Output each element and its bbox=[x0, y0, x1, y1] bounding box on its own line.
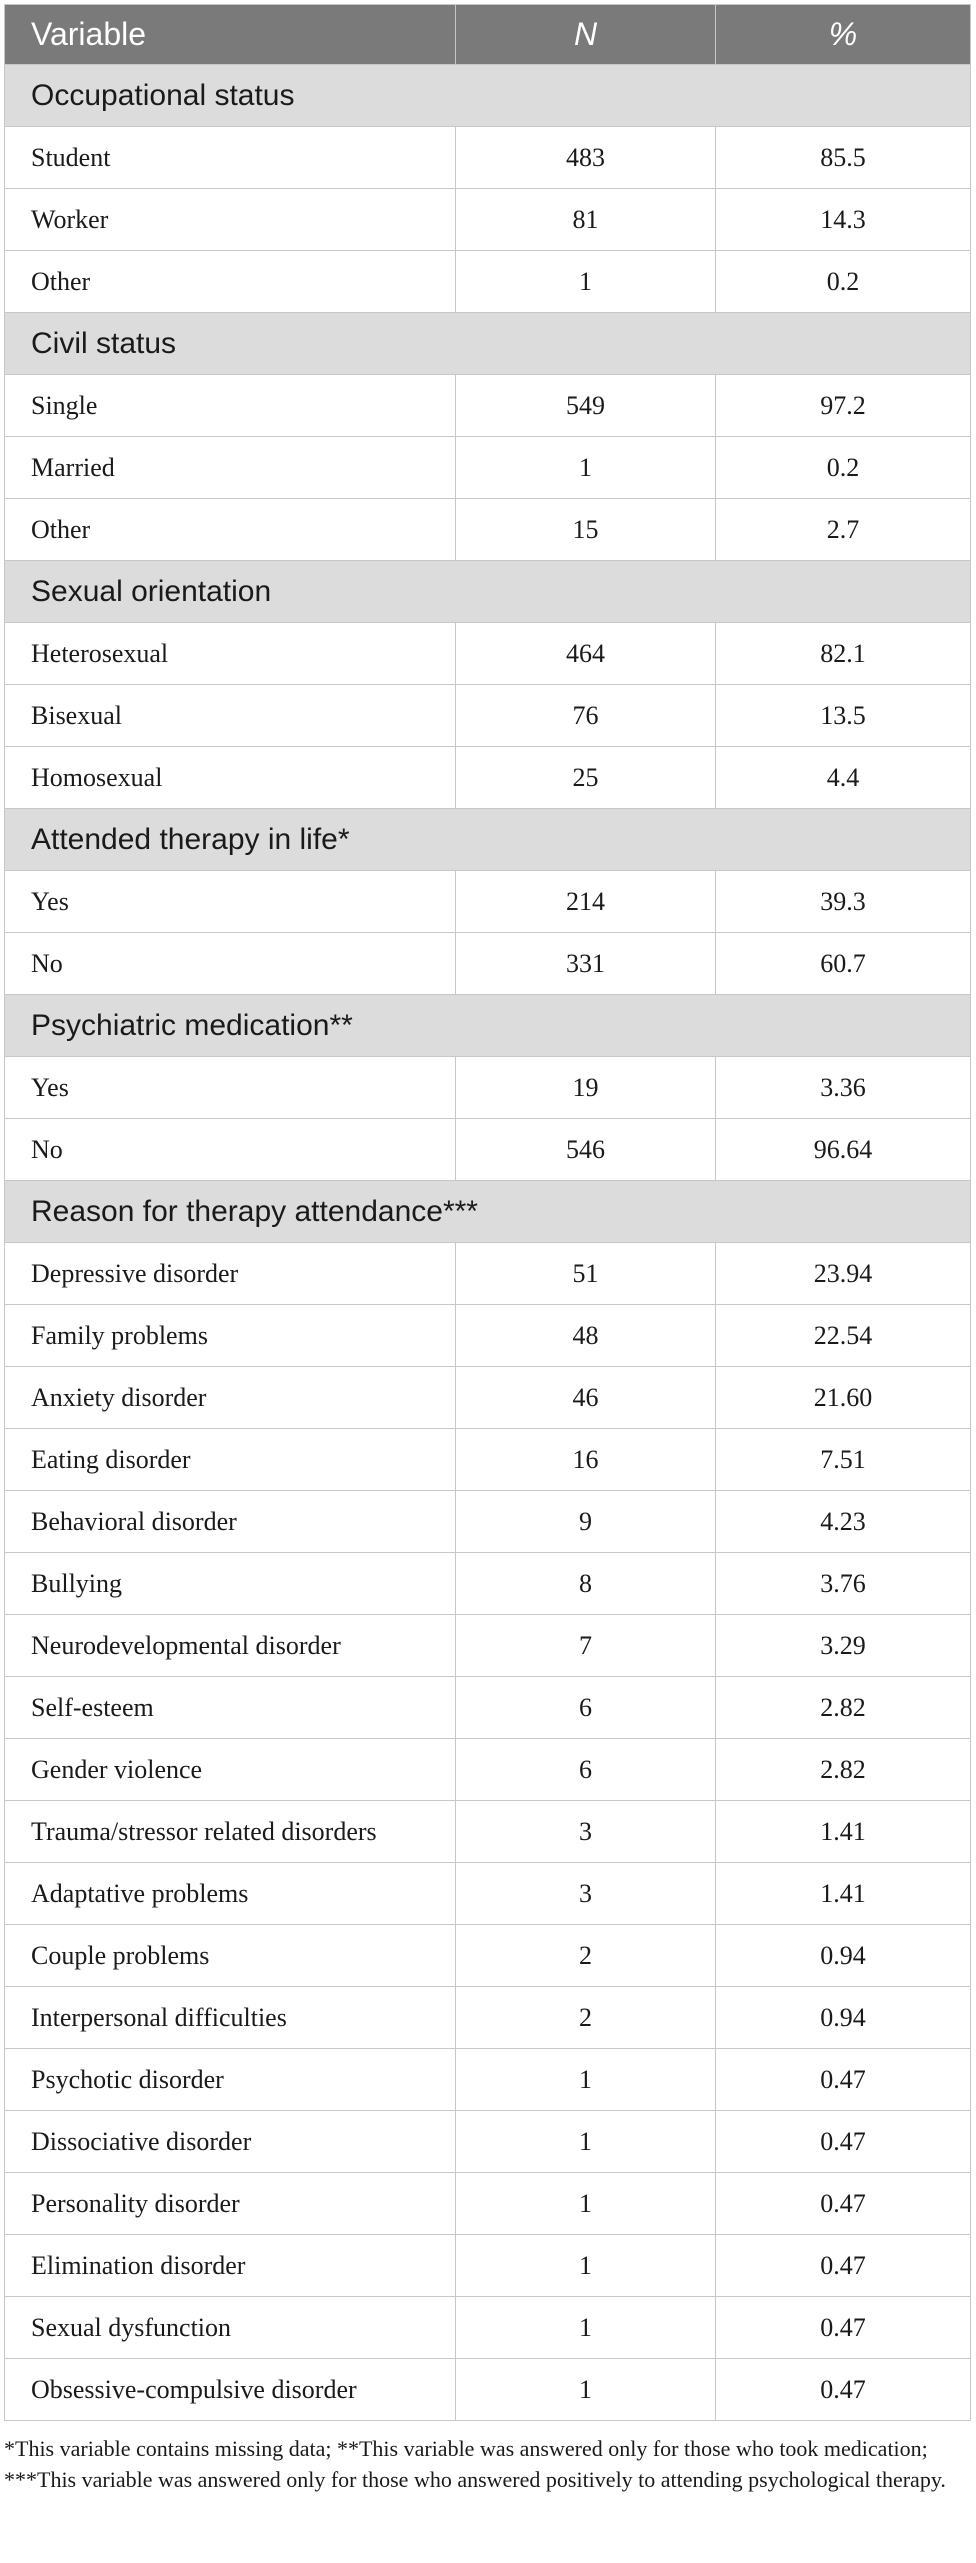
table-row bbox=[5, 1491, 971, 1553]
cell-percent: 3.36 bbox=[716, 1057, 971, 1119]
cell-variable: Eating disorder bbox=[5, 1429, 456, 1491]
cell-percent: 0.47 bbox=[716, 2111, 971, 2173]
cell-n: 8 bbox=[456, 1553, 716, 1615]
cell-variable: Elimination disorder bbox=[5, 2235, 456, 2297]
table-row bbox=[5, 2235, 971, 2297]
cell-percent: 0.47 bbox=[716, 2235, 971, 2297]
table-row bbox=[5, 1243, 971, 1305]
cell-variable: Heterosexual bbox=[5, 623, 456, 685]
cell-percent: 22.54 bbox=[716, 1305, 971, 1367]
cell-n: 48 bbox=[456, 1305, 716, 1367]
table-row bbox=[5, 375, 971, 437]
cell-variable: Yes bbox=[5, 1057, 456, 1119]
cell-percent: 23.94 bbox=[716, 1243, 971, 1305]
cell-variable: Other bbox=[5, 251, 456, 313]
table-row bbox=[5, 499, 971, 561]
table-row bbox=[5, 1801, 971, 1863]
header-variable: Variable bbox=[5, 5, 456, 65]
table-row bbox=[5, 2173, 971, 2235]
cell-variable: Gender violence bbox=[5, 1739, 456, 1801]
table-row bbox=[5, 127, 971, 189]
table-row bbox=[5, 2111, 971, 2173]
section-header-row bbox=[5, 313, 971, 375]
cell-n: 15 bbox=[456, 499, 716, 561]
cell-n: 7 bbox=[456, 1615, 716, 1677]
table-row bbox=[5, 1119, 971, 1181]
table-row bbox=[5, 2359, 971, 2421]
table-row bbox=[5, 933, 971, 995]
cell-n: 19 bbox=[456, 1057, 716, 1119]
table-row bbox=[5, 1739, 971, 1801]
cell-percent: 96.64 bbox=[716, 1119, 971, 1181]
cell-n: 546 bbox=[456, 1119, 716, 1181]
cell-percent: 21.60 bbox=[716, 1367, 971, 1429]
table-row bbox=[5, 1553, 971, 1615]
table-row bbox=[5, 437, 971, 499]
cell-variable: Self-esteem bbox=[5, 1677, 456, 1739]
cell-n: 464 bbox=[456, 623, 716, 685]
cell-variable: Student bbox=[5, 127, 456, 189]
section-title: Sexual orientation bbox=[5, 561, 971, 623]
cell-variable: No bbox=[5, 1119, 456, 1181]
cell-percent: 0.47 bbox=[716, 2049, 971, 2111]
cell-n: 2 bbox=[456, 1925, 716, 1987]
table-row bbox=[5, 1987, 971, 2049]
section-header-row bbox=[5, 65, 971, 127]
section-title: Attended therapy in life* bbox=[5, 809, 971, 871]
section-header-row bbox=[5, 995, 971, 1057]
cell-variable: Sexual dysfunction bbox=[5, 2297, 456, 2359]
cell-percent: 0.2 bbox=[716, 437, 971, 499]
table-container bbox=[4, 4, 970, 2495]
cell-variable: Other bbox=[5, 499, 456, 561]
cell-variable: Interpersonal difficulties bbox=[5, 1987, 456, 2049]
cell-percent: 7.51 bbox=[716, 1429, 971, 1491]
cell-variable: Bisexual bbox=[5, 685, 456, 747]
table-row bbox=[5, 1615, 971, 1677]
cell-percent: 3.76 bbox=[716, 1553, 971, 1615]
cell-variable: Yes bbox=[5, 871, 456, 933]
cell-variable: Depressive disorder bbox=[5, 1243, 456, 1305]
table-row bbox=[5, 1305, 971, 1367]
cell-n: 3 bbox=[456, 1863, 716, 1925]
cell-percent: 0.94 bbox=[716, 1987, 971, 2049]
table-row bbox=[5, 1429, 971, 1491]
table-row bbox=[5, 1677, 971, 1739]
cell-n: 46 bbox=[456, 1367, 716, 1429]
cell-percent: 3.29 bbox=[716, 1615, 971, 1677]
cell-percent: 85.5 bbox=[716, 127, 971, 189]
header-percent: % bbox=[716, 5, 971, 65]
table-row bbox=[5, 685, 971, 747]
table-row bbox=[5, 1367, 971, 1429]
cell-variable: Neurodevelopmental disorder bbox=[5, 1615, 456, 1677]
cell-percent: 39.3 bbox=[716, 871, 971, 933]
table-row bbox=[5, 747, 971, 809]
cell-n: 6 bbox=[456, 1677, 716, 1739]
cell-n: 1 bbox=[456, 251, 716, 313]
cell-percent: 97.2 bbox=[716, 375, 971, 437]
cell-variable: Anxiety disorder bbox=[5, 1367, 456, 1429]
cell-variable: Married bbox=[5, 437, 456, 499]
demographics-table bbox=[4, 4, 971, 2421]
cell-n: 6 bbox=[456, 1739, 716, 1801]
table-row bbox=[5, 251, 971, 313]
cell-n: 1 bbox=[456, 2297, 716, 2359]
cell-n: 1 bbox=[456, 2049, 716, 2111]
table-row bbox=[5, 1863, 971, 1925]
cell-percent: 0.47 bbox=[716, 2359, 971, 2421]
cell-percent: 2.82 bbox=[716, 1739, 971, 1801]
cell-n: 331 bbox=[456, 933, 716, 995]
cell-variable: Obsessive-compulsive disorder bbox=[5, 2359, 456, 2421]
cell-variable: Psychotic disorder bbox=[5, 2049, 456, 2111]
cell-n: 1 bbox=[456, 437, 716, 499]
cell-percent: 1.41 bbox=[716, 1801, 971, 1863]
section-header-row bbox=[5, 809, 971, 871]
cell-variable: Behavioral disorder bbox=[5, 1491, 456, 1553]
cell-percent: 1.41 bbox=[716, 1863, 971, 1925]
cell-variable: Personality disorder bbox=[5, 2173, 456, 2235]
section-header-row bbox=[5, 561, 971, 623]
cell-n: 214 bbox=[456, 871, 716, 933]
cell-variable: No bbox=[5, 933, 456, 995]
cell-n: 549 bbox=[456, 375, 716, 437]
cell-n: 2 bbox=[456, 1987, 716, 2049]
cell-n: 1 bbox=[456, 2359, 716, 2421]
cell-percent: 60.7 bbox=[716, 933, 971, 995]
section-title: Reason for therapy attendance*** bbox=[5, 1181, 971, 1243]
cell-percent: 82.1 bbox=[716, 623, 971, 685]
table-row bbox=[5, 2297, 971, 2359]
cell-n: 25 bbox=[456, 747, 716, 809]
cell-n: 9 bbox=[456, 1491, 716, 1553]
cell-percent: 13.5 bbox=[716, 685, 971, 747]
table-row bbox=[5, 189, 971, 251]
cell-n: 16 bbox=[456, 1429, 716, 1491]
cell-variable: Dissociative disorder bbox=[5, 2111, 456, 2173]
table-row bbox=[5, 623, 971, 685]
cell-n: 1 bbox=[456, 2173, 716, 2235]
cell-percent: 0.47 bbox=[716, 2297, 971, 2359]
cell-variable: Homosexual bbox=[5, 747, 456, 809]
table-row bbox=[5, 1925, 971, 1987]
cell-n: 483 bbox=[456, 127, 716, 189]
cell-variable: Bullying bbox=[5, 1553, 456, 1615]
table-row bbox=[5, 2049, 971, 2111]
cell-percent: 4.4 bbox=[716, 747, 971, 809]
cell-variable: Couple problems bbox=[5, 1925, 456, 1987]
table-header-row bbox=[5, 5, 971, 65]
cell-percent: 0.2 bbox=[716, 251, 971, 313]
cell-n: 76 bbox=[456, 685, 716, 747]
cell-n: 81 bbox=[456, 189, 716, 251]
cell-variable: Worker bbox=[5, 189, 456, 251]
cell-percent: 0.94 bbox=[716, 1925, 971, 1987]
cell-variable: Adaptative problems bbox=[5, 1863, 456, 1925]
cell-percent: 2.82 bbox=[716, 1677, 971, 1739]
section-title: Occupational status bbox=[5, 65, 971, 127]
cell-percent: 2.7 bbox=[716, 499, 971, 561]
section-header-row bbox=[5, 1181, 971, 1243]
cell-n: 51 bbox=[456, 1243, 716, 1305]
section-title: Psychiatric medication** bbox=[5, 995, 971, 1057]
table-row bbox=[5, 871, 971, 933]
cell-variable: Trauma/stressor related disorders bbox=[5, 1801, 456, 1863]
cell-n: 3 bbox=[456, 1801, 716, 1863]
header-n: N bbox=[456, 5, 716, 65]
cell-percent: 4.23 bbox=[716, 1491, 971, 1553]
cell-percent: 14.3 bbox=[716, 189, 971, 251]
cell-n: 1 bbox=[456, 2235, 716, 2297]
section-title: Civil status bbox=[5, 313, 971, 375]
cell-variable: Family problems bbox=[5, 1305, 456, 1367]
table-footnote: *This variable contains missing data; **This variable was answered only for those who took medication; ***This variable was answered only for those who answered positively to attending psychological therapy. bbox=[4, 2436, 946, 2492]
cell-variable: Single bbox=[5, 375, 456, 437]
table-body bbox=[5, 65, 971, 2421]
cell-n: 1 bbox=[456, 2111, 716, 2173]
table-row bbox=[5, 1057, 971, 1119]
cell-percent: 0.47 bbox=[716, 2173, 971, 2235]
